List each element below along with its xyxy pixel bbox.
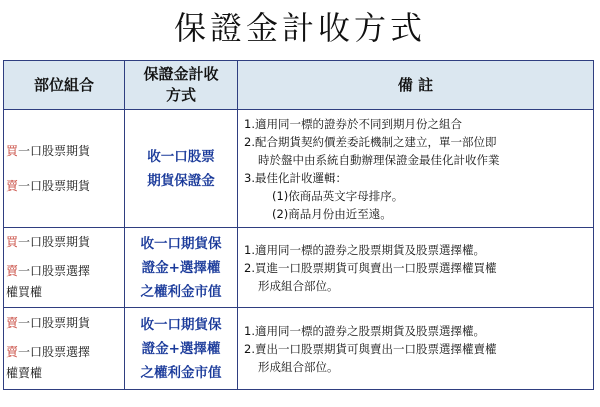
page-title: 保證金計收方式 — [173, 9, 426, 47]
remark-line: (1)依商品英文字母排序。 — [272, 188, 404, 203]
position-direction: 賣 — [6, 345, 19, 359]
margin-table — [3, 60, 594, 390]
header-margin-method-text: 保證金計收方式 — [143, 65, 219, 104]
remark-line: 2.買進一口股票期貨可與賣出一口股票選擇權買權 — [244, 260, 497, 275]
remark-line: (2)商品月份由近至遠。 — [272, 206, 392, 221]
margin-method-line: 之權利金市值 — [140, 364, 222, 381]
position-direction: 買 — [6, 143, 19, 158]
position-line — [6, 176, 124, 197]
position-cell — [4, 228, 125, 308]
table-row — [4, 228, 594, 308]
position-line — [6, 342, 124, 363]
margin-method-line: 之權利金市值 — [140, 283, 222, 300]
margin-method-line: 證金+選擇權 — [141, 259, 221, 276]
table-header-row — [4, 61, 594, 110]
position-text: 一口股票期貨 — [18, 143, 91, 158]
position-cell — [4, 308, 125, 390]
position-direction: 賣 — [6, 178, 19, 193]
remark-line: 3.最佳化計收邏輯： — [244, 170, 347, 185]
table-row — [4, 110, 594, 228]
position-direction: 賣 — [6, 316, 19, 330]
remark-line: 1.適用同一標的證券於不同到期月份之組合 — [244, 116, 462, 131]
header-margin-method — [125, 61, 238, 110]
position-line — [6, 141, 124, 162]
margin-method-line: 收一口期貨保 — [140, 235, 222, 252]
remarks-cell — [238, 228, 594, 308]
position-cell — [4, 110, 125, 228]
remarks-cell — [238, 308, 594, 390]
margin-method-line: 收一口股票 — [147, 148, 215, 165]
remark-line: 1.適用同一標的證券之股票期貨及股票選擇權。 — [244, 323, 485, 338]
margin-method-cell — [125, 228, 238, 308]
margin-method-cell — [125, 308, 238, 390]
remark-line: 2.賣出一口股票期貨可與賣出一口股票選擇權賣權 — [244, 341, 497, 356]
remark-line: 1.適用同一標的證券之股票期貨及股票選擇權。 — [244, 242, 485, 257]
header-position-combo: 部位組合 — [4, 61, 125, 110]
position-text: 權買權 — [6, 285, 43, 299]
position-direction: 買 — [6, 235, 19, 249]
position-text: 一口股票期貨 — [18, 178, 91, 193]
margin-method-cell — [125, 110, 238, 228]
position-line — [6, 261, 124, 282]
remark-line: 形成組合部位。 — [258, 278, 339, 293]
header-remarks: 備 註 — [238, 61, 594, 110]
position-text: 一口股票選擇 — [18, 264, 91, 278]
table-row — [4, 308, 594, 390]
position-text: 權賣權 — [6, 366, 43, 380]
position-direction: 賣 — [6, 264, 19, 278]
margin-method-line: 期貨保證金 — [147, 172, 215, 189]
remark-line: 2.配合期貨契約價差委託機制之建立，單一部位即 — [244, 134, 497, 149]
position-text: 一口股票期貨 — [18, 235, 91, 249]
position-line — [6, 363, 124, 384]
margin-method-line: 收一口期貨保 — [140, 316, 222, 333]
margin-method-line: 證金+選擇權 — [141, 340, 221, 357]
position-text: 一口股票選擇 — [18, 345, 91, 359]
position-text: 一口股票期貨 — [18, 316, 91, 330]
position-line — [6, 232, 124, 253]
remark-line: 時於盤中由系統自動辦理保證金最佳化計收作業 — [258, 152, 500, 167]
position-line — [6, 282, 124, 303]
position-line — [6, 313, 124, 334]
remark-line: 形成組合部位。 — [258, 359, 339, 374]
remarks-cell — [238, 110, 594, 228]
